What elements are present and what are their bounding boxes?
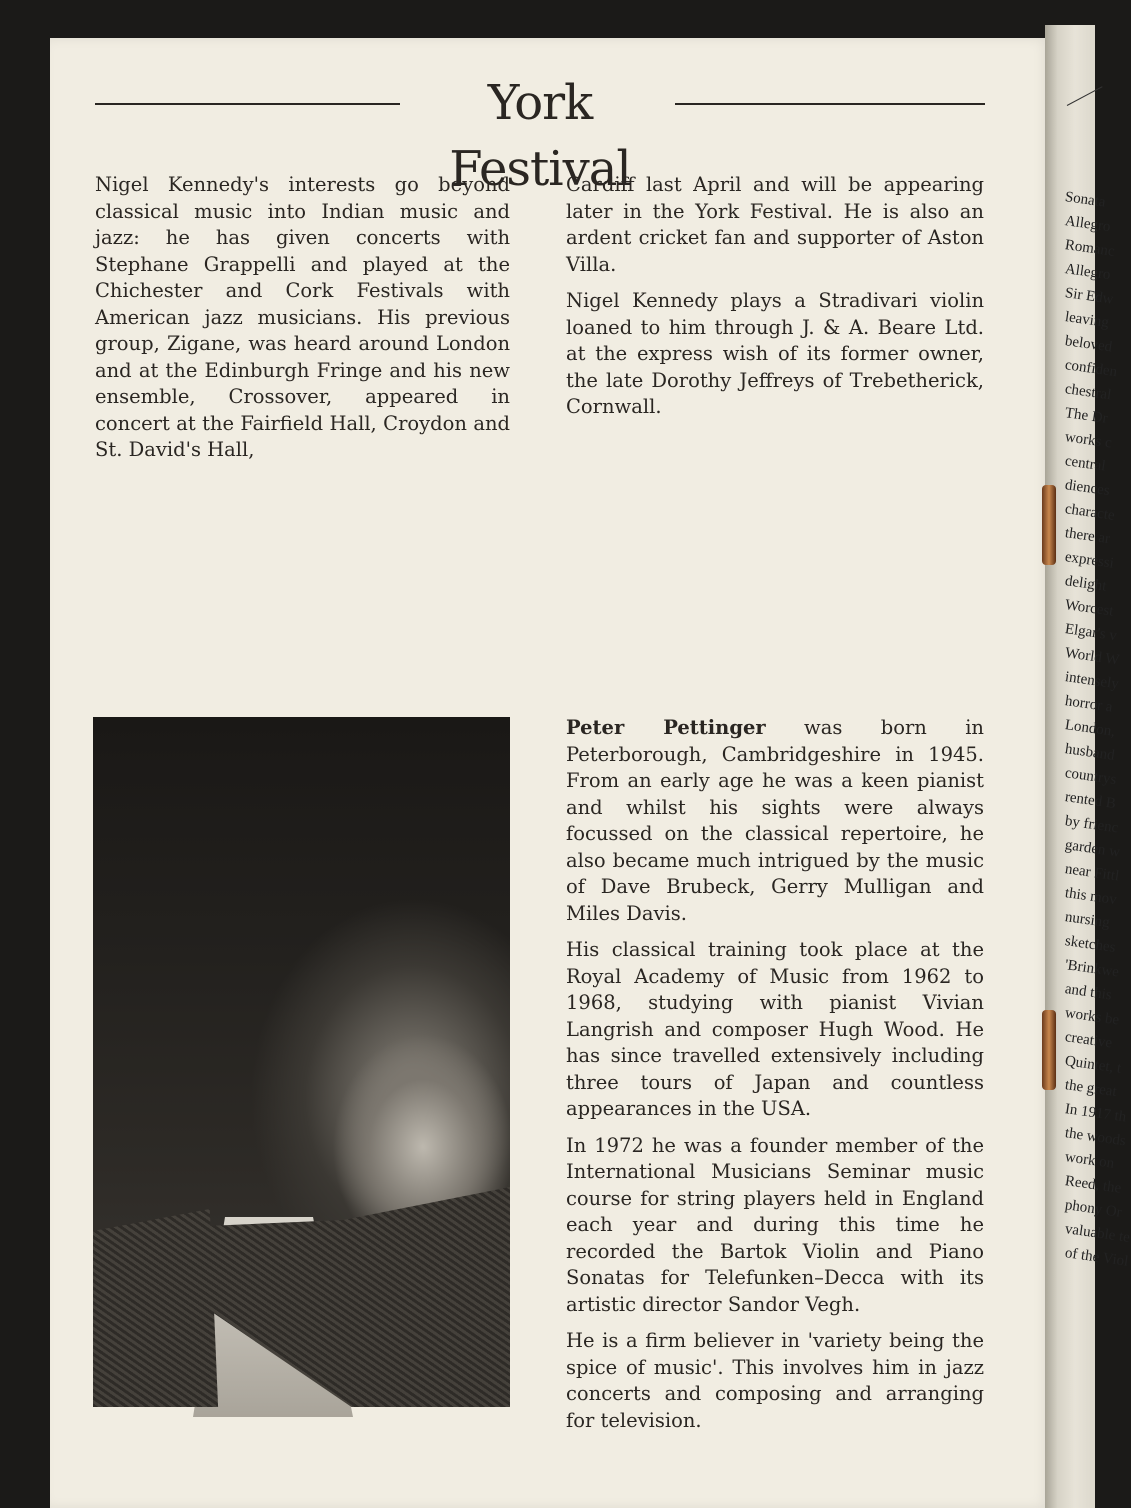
adjacent-page-fragment: this mov [1063, 885, 1118, 909]
adjacent-page-fragment: and this [1063, 981, 1113, 1004]
adjacent-page-fragment: beloved [1063, 333, 1114, 356]
adjacent-page-fragment: World W [1063, 645, 1121, 669]
adjacent-page-fragment: Allegro [1063, 213, 1112, 236]
kennedy-paragraph-cardiff: Cardiff last April and will be appearing later in the York Festival. He is also an ardent cricket fan and supporter of Aston Villa. [566, 173, 984, 276]
kennedy-paragraph-violin: Nigel Kennedy plays a Stradivari violin loaned to him through J. & A. Beare Ltd. at the express wish of its former owner, the late Dorothy Jeffreys of Trebetherick, Cornwall. [566, 289, 984, 418]
adjacent-page-fragment: Worcest [1063, 597, 1115, 620]
adjacent-page-fragment: rented B [1063, 789, 1117, 813]
portrait-photo [93, 717, 510, 1402]
adjacent-page-rule [1067, 86, 1103, 106]
adjacent-page-fragment: central [1063, 453, 1107, 475]
adjacent-page-fragment: characte [1063, 501, 1116, 524]
pettinger-paragraph-seminar: In 1972 he was a founder member of the International Musicians Seminar music course for string players held in England each year and during this time he recorded the Bartok Violin and Piano Sonatas for Telefunken–Decca with its artistic director Sandor Vegh. [566, 1133, 984, 1316]
adjacent-page-fragment: sketches [1063, 933, 1117, 956]
pettinger-bio [566, 715, 984, 1444]
adjacent-page-fragment: near Fittl [1063, 861, 1121, 885]
adjacent-page-fragment: horror a [1063, 693, 1114, 716]
pettinger-paragraph-training: His classical training took place at the Royal Academy of Music from 1962 to 1968, studying with pianist Vivian Langrish and composer Hugh Wood. He has since travelled extensively including three tours of Japan and countless appearances in the USA. [566, 938, 984, 1120]
adjacent-page-fragment: The Dr [1063, 405, 1109, 427]
adjacent-page-fragment: intensely [1063, 669, 1120, 693]
header-rule-left [95, 103, 400, 105]
header-rule-right [675, 103, 985, 105]
page-header [95, 70, 985, 197]
adjacent-page-fragment: nursing [1063, 909, 1111, 932]
adjacent-page-fragment: leaving [1063, 309, 1110, 332]
adjacent-page-fragment: phony Or [1063, 1197, 1123, 1221]
adjacent-page-fragment: Reed, the [1063, 1173, 1123, 1197]
adjacent-page-fragment: the great [1063, 1077, 1118, 1101]
adjacent-page-fragment: Romanc [1063, 237, 1116, 260]
adjacent-page-text [1063, 185, 1131, 1270]
adjacent-page-fragment: London, [1063, 717, 1117, 740]
page-title: York Festival [449, 75, 631, 197]
adjacent-page-fragment: creative [1063, 1029, 1114, 1052]
pettinger-paragraph-variety: He is a firm believer in 'variety being the spice of music'. This involves him in jazz concerts and composing and arranging for television. [566, 1329, 984, 1432]
adjacent-page-fragment: countrys [1063, 765, 1118, 789]
adjacent-page-fragment: diences [1063, 477, 1111, 500]
adjacent-page-fragment: works c [1063, 429, 1113, 452]
adjacent-page-fragment: delight [1063, 573, 1108, 595]
adjacent-page-fragment: 'Brinkwe [1063, 957, 1120, 981]
adjacent-page-fragment: Sonata [1063, 189, 1107, 211]
adjacent-page-fragment: chestral [1063, 381, 1113, 404]
pettinger-name: Peter Pettinger [566, 716, 766, 739]
adjacent-page-fragment: garden w [1063, 837, 1121, 861]
pettinger-paragraph-intro [566, 715, 984, 927]
adjacent-page-fragment: Elgar's v [1063, 621, 1118, 645]
adjacent-page-fragment: expressi [1063, 549, 1115, 572]
adjacent-page-fragment: Allegro [1063, 261, 1112, 284]
adjacent-page-fragment: work on [1063, 1149, 1116, 1172]
adjacent-page-fragment: valuable te [1063, 1221, 1131, 1247]
pettinger-intro-text: was born in Peterborough, Cambridgeshire in 1945. From an early age he was a keen pianist and whilst his sights were always focussed on the classical repertoire, he also became much intrigued by the music of Dave Brubeck, Gerry Mulligan and Miles Davis. [566, 716, 984, 925]
adjacent-page-fragment: of the Viol [1063, 1245, 1130, 1270]
adjacent-page-fragment: there ar [1063, 525, 1112, 548]
kennedy-bio-end [566, 172, 984, 431]
adjacent-page-fragment: the woods [1063, 1125, 1127, 1150]
adjacent-page-fragment: by frienc [1063, 813, 1120, 837]
adjacent-page-fragment: husband [1063, 741, 1116, 764]
adjacent-page-fragment: confiden [1063, 357, 1119, 381]
staple-bottom [1042, 1010, 1056, 1090]
adjacent-page-fragment: In 1917 th [1063, 1101, 1128, 1126]
adjacent-page-fragment: Quintet, t [1063, 1053, 1123, 1077]
kennedy-paragraph-interests: Nigel Kennedy's interests go beyond classical music into Indian music and jazz: he has given concerts with Stephane Grappelli and played at the Chichester and Cork Festivals with American jazz musicians. His previous group, Zigane, was heard around London and at the Edinburgh Fringe and his new ensemble, Crossover, appeared in concert at the Fairfield Hall, Croydon and St. David's Hall, [95, 173, 510, 461]
staple-top [1042, 485, 1056, 565]
adjacent-page-fragment: works be [1063, 1005, 1121, 1029]
adjacent-page-edge [1045, 25, 1131, 1508]
adjacent-page-fragment: Sir Edw [1063, 285, 1115, 308]
kennedy-bio-continued [95, 172, 510, 474]
